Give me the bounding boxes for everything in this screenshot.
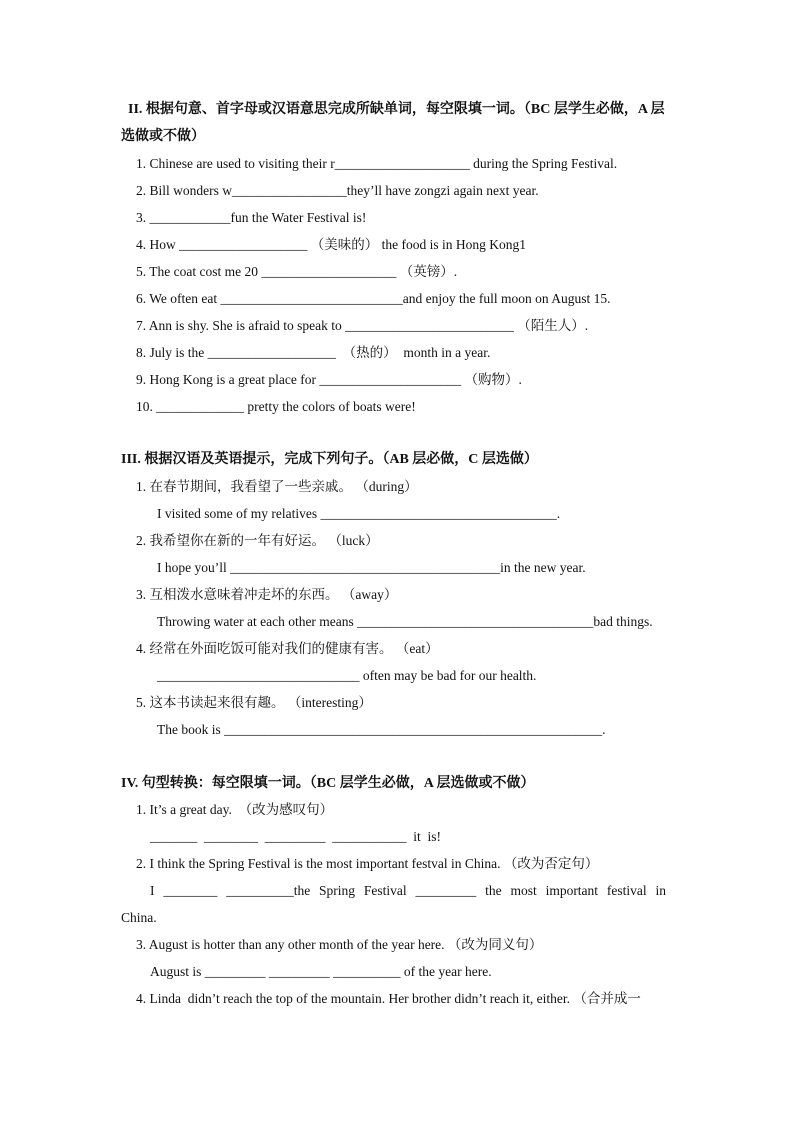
exercise-item: 2. Bill wonders w_________________they’ll have zongzi again next year. bbox=[136, 183, 539, 198]
exercise-item: 4. How ___________________ （美味的） the food is in Hong Kong1 bbox=[136, 237, 526, 252]
transform-question: 2. I think the Spring Festival is the most important festval in China. （改为否定句） bbox=[136, 856, 599, 871]
exercise-item: 10. _____________ pretty the colors of boats were! bbox=[136, 399, 416, 414]
prompt-chinese: 5. 这本书读起来很有趣。 （interesting） bbox=[136, 695, 372, 710]
exercise-item: 1. Chinese are used to visiting their r____________________ during the Spring Festival. bbox=[136, 156, 618, 171]
transform-question: 3. August is hotter than any other month of the year here. （改为同义句） bbox=[136, 937, 543, 952]
transform-question: 1. It’s a great day. （改为感叹句） bbox=[136, 802, 334, 817]
exercise-item: 8. July is the ___________________ （热的） month in a year. bbox=[136, 345, 491, 360]
prompt-chinese: 4. 经常在外面吃饭可能对我们的健康有害。 （eat） bbox=[136, 641, 439, 656]
exercise-item: 3. ____________fun the Water Festival is! bbox=[136, 210, 367, 225]
prompt-chinese: 1. 在春节期间，我看望了一些亲戚。 （during） bbox=[136, 479, 418, 494]
section-ii-heading: II. 根据句意、首字母或汉语意思完成所缺单词，每空限填一词。（BC 层学生必做，A 层 bbox=[128, 102, 665, 117]
prompt-chinese: 2. 我希望你在新的一年有好运。 （luck） bbox=[136, 533, 379, 548]
sentence-blank: ______________________________ often may be bad for our health. bbox=[157, 668, 537, 683]
sentence-blank: The book is ________________________________________________________. bbox=[157, 722, 606, 737]
answer-blanks: I ________ __________the Spring Festival _________ the most important festival in bbox=[150, 883, 666, 898]
prompt-chinese: 3. 互相泼水意味着冲走坏的东西。 （away） bbox=[136, 587, 398, 602]
exercise-item: 6. We often eat ___________________________and enjoy the full moon on August 15. bbox=[136, 291, 611, 306]
sentence-blank: Throwing water at each other means ___________________________________bad things. bbox=[157, 614, 653, 629]
exercise-item: 7. Ann is shy. She is afraid to speak to _________________________ （陌生人）. bbox=[136, 318, 589, 333]
answer-blanks-cont: China. bbox=[121, 910, 157, 925]
exercise-item: 9. Hong Kong is a great place for _____________________ （购物）. bbox=[136, 372, 522, 387]
section-iii-heading: III. 根据汉语及英语提示，完成下列句子。（AB 层必做，C 层选做） bbox=[121, 452, 538, 467]
section-iv-heading: IV. 句型转换：每空限填一词。（BC 层学生必做，A 层选做或不做） bbox=[121, 776, 535, 791]
exercise-item: 5. The coat cost me 20 ____________________ （英镑）. bbox=[136, 264, 458, 279]
transform-question: 4. Linda didn’t reach the top of the mountain. Her brother didn’t reach it, either. （合并成一 bbox=[136, 991, 641, 1006]
sentence-blank: I visited some of my relatives ___________________________________. bbox=[157, 506, 561, 521]
section-ii-heading-cont: 选做或不做） bbox=[121, 129, 205, 144]
answer-blanks: August is _________ _________ __________ of the year here. bbox=[150, 964, 492, 979]
answer-blanks: _______ ________ _________ ___________ it is! bbox=[150, 829, 442, 844]
sentence-blank: I hope you’ll ________________________________________in the new year. bbox=[157, 560, 586, 575]
